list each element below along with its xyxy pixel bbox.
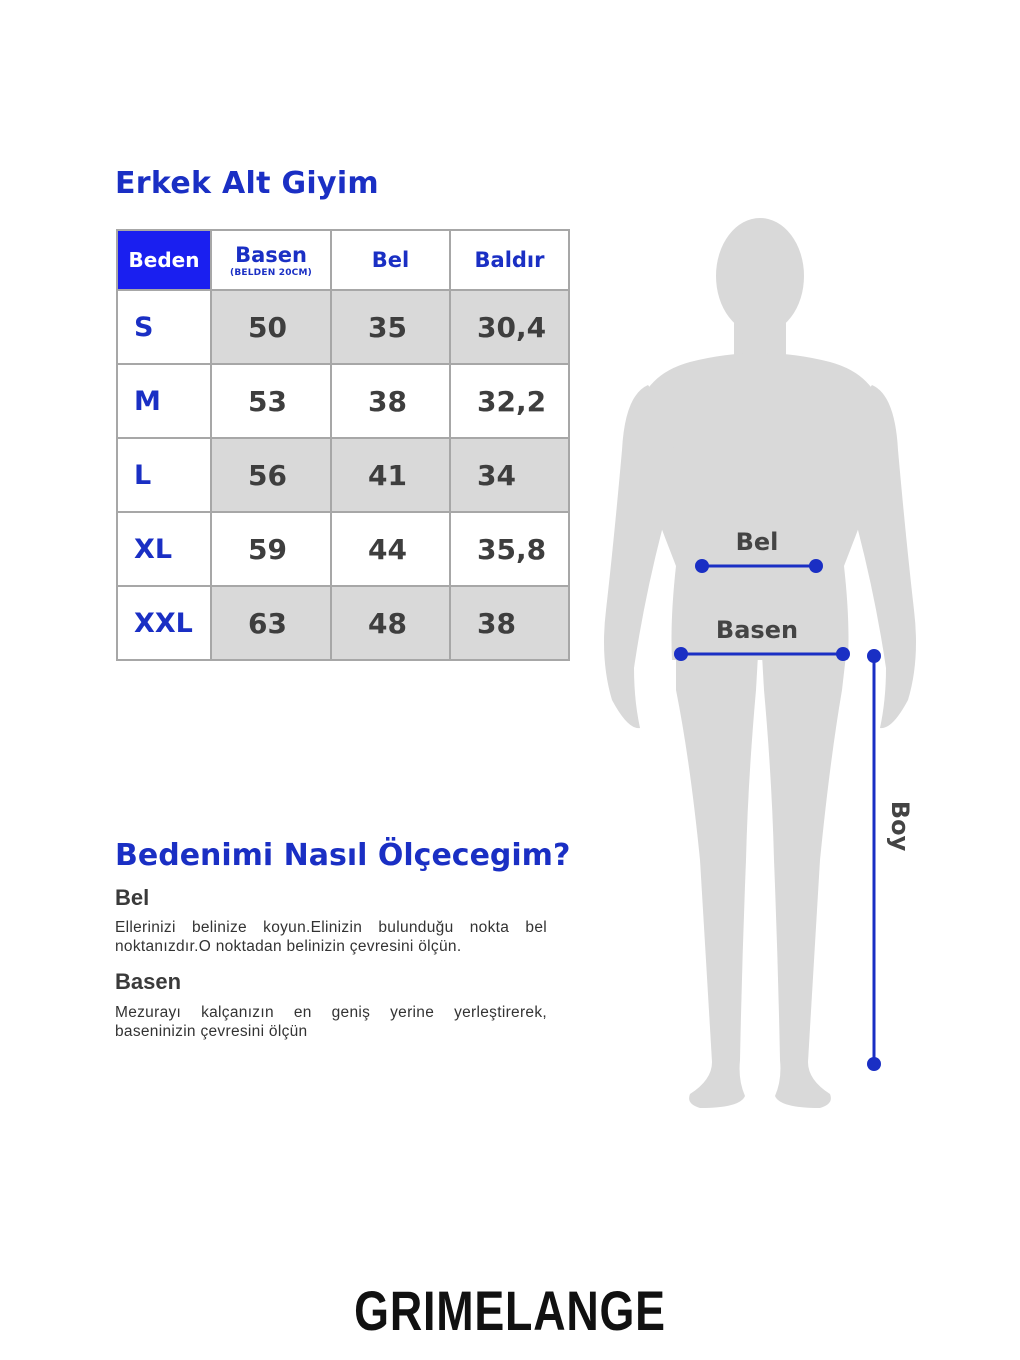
waist-cell: 38 [331, 364, 450, 438]
length-label: Boy [886, 800, 914, 852]
size-cell: M [117, 364, 211, 438]
waist-cell: 48 [331, 586, 450, 660]
hip-cell: 53 [211, 364, 331, 438]
hip-label: Basen [715, 616, 799, 644]
length-start-dot [867, 649, 881, 663]
brand-logo: GRIMELANGE [354, 1279, 666, 1342]
waist-label: Bel [735, 528, 779, 556]
size-cell: S [117, 290, 211, 364]
calf-cell: 38 [450, 586, 569, 660]
header-hip-label: Basen [235, 242, 307, 267]
hip-end-dot [836, 647, 850, 661]
waist-start-dot [695, 559, 709, 573]
calf-cell: 30,4 [450, 290, 569, 364]
size-cell: L [117, 438, 211, 512]
header-calf: Baldır [450, 230, 569, 290]
header-size: Beden [117, 230, 211, 290]
hip-cell: 56 [211, 438, 331, 512]
waist-cell: 35 [331, 290, 450, 364]
hip-instructions: Mezurayı kalçanızın en geniş yerine yerleştirerek, baseninizin çevresini ölçün [115, 1004, 547, 1040]
calf-cell: 32,2 [450, 364, 569, 438]
hip-cell: 50 [211, 290, 331, 364]
chart-title: Erkek Alt Giyim [115, 166, 379, 201]
waist-cell: 44 [331, 512, 450, 586]
waist-heading: Bel [115, 885, 150, 910]
how-to-title: Bedenimi Nasıl Ölçecegim? [115, 838, 571, 873]
length-measure-line [867, 649, 881, 1071]
length-end-dot [867, 1057, 881, 1071]
size-cell: XXL [117, 586, 211, 660]
header-waist: Bel [331, 230, 450, 290]
size-cell: XL [117, 512, 211, 586]
hip-heading: Basen [115, 969, 182, 994]
hip-cell: 63 [211, 586, 331, 660]
hip-start-dot [674, 647, 688, 661]
header-hip-note: (BELDEN 20CM) [230, 267, 312, 278]
waist-instructions: Ellerinizi belinize koyun.Elinizin bulunduğu nokta bel noktanızdır.O noktadan belinizin çevresini ölçün. [115, 919, 547, 955]
hip-cell: 59 [211, 512, 331, 586]
waist-cell: 41 [331, 438, 450, 512]
calf-cell: 34 [450, 438, 569, 512]
calf-cell: 35,8 [450, 512, 569, 586]
body-silhouette [604, 218, 916, 1108]
waist-end-dot [809, 559, 823, 573]
